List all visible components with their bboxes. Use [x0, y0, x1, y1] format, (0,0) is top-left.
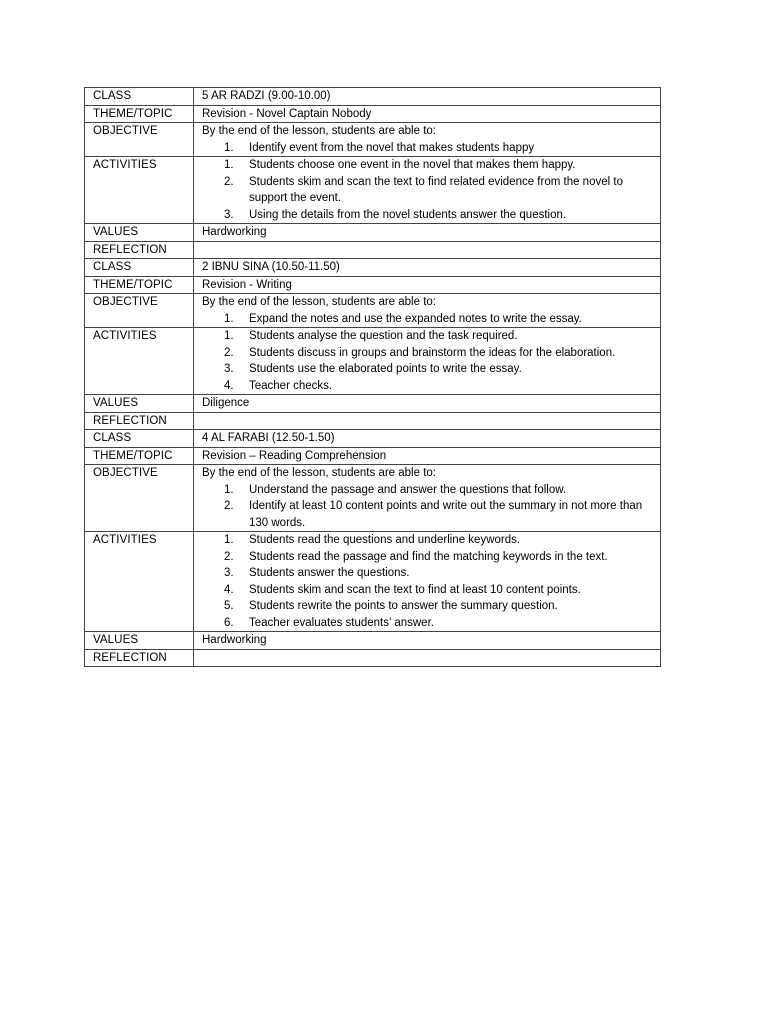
list-item [202, 140, 656, 157]
objective-row-list [202, 140, 656, 157]
activities-row-value [194, 157, 661, 224]
objective-row-label: OBJECTIVE [85, 294, 194, 328]
list-item-text: Students analyse the question and the task required. [249, 330, 518, 342]
theme-topic-row-label: THEME/TOPIC [85, 447, 194, 465]
values-row [85, 632, 661, 650]
list-item [202, 378, 656, 395]
list-item-number: 4. [224, 583, 234, 596]
class-row-label: CLASS [85, 259, 194, 277]
list-item-text: Students read the questions and underline keywords. [249, 534, 521, 546]
list-item-text: Identify event from the novel that makes students happy [249, 141, 535, 154]
reflection-row-label: REFLECTION [85, 241, 194, 259]
reflection-row-value [194, 241, 661, 259]
values-row [85, 224, 661, 242]
list-item-number: 1. [224, 330, 234, 342]
list-item [202, 207, 656, 224]
values-row-label: VALUES [85, 632, 194, 650]
activities-row-value [194, 532, 661, 632]
list-item-number: 5. [224, 600, 234, 612]
list-item-number: 1. [224, 534, 234, 546]
list-item-text: Students read the passage and find the matching keywords in the text. [249, 550, 608, 563]
objective-intro: By the end of the lesson, students are able to: [202, 125, 436, 137]
reflection-row [85, 241, 661, 259]
list-item-number: 3. [224, 363, 234, 375]
theme-topic-row [85, 276, 661, 294]
activities-row-list [202, 157, 656, 223]
objective-row [85, 123, 661, 157]
list-item-text: Students choose one event in the novel that makes them happy. [249, 159, 576, 171]
list-item-number: 1. [224, 312, 234, 325]
list-item-text: Using the details from the novel students answer the question. [249, 208, 567, 221]
class-row-value: 5 AR RADZI (9.00-10.00) [194, 88, 661, 106]
objective-intro: By the end of the lesson, students are able to: [202, 296, 436, 308]
objective-row [85, 294, 661, 328]
list-item [202, 328, 656, 345]
list-item [202, 345, 656, 362]
list-item-number: 1. [224, 159, 234, 171]
list-item [202, 482, 656, 499]
activities-row [85, 532, 661, 632]
class-row-label: CLASS [85, 430, 194, 448]
list-item-text: Students use the elaborated points to write the essay. [249, 363, 522, 375]
list-item-number: 4. [224, 379, 234, 392]
activities-row [85, 157, 661, 224]
list-item-text: Teacher evaluates students’ answer. [249, 616, 434, 629]
list-item [202, 582, 656, 599]
theme-topic-row [85, 447, 661, 465]
class-row [85, 88, 661, 106]
list-item-number: 2. [224, 346, 234, 359]
list-item-number: 6. [224, 616, 234, 629]
objective-intro: By the end of the lesson, students are able to: [202, 467, 436, 479]
reflection-row [85, 412, 661, 430]
values-row-label: VALUES [85, 224, 194, 242]
list-item-number: 2. [224, 550, 234, 563]
list-item [202, 598, 656, 615]
list-item-text: Understand the passage and answer the questions that follow. [249, 483, 567, 496]
activities-row [85, 328, 661, 395]
reflection-row-label: REFLECTION [85, 412, 194, 430]
reflection-row-label: REFLECTION [85, 649, 194, 667]
list-item-text: Students answer the questions. [249, 567, 410, 579]
list-item [202, 565, 656, 582]
objective-row-label: OBJECTIVE [85, 123, 194, 157]
list-item-text: Teacher checks. [249, 379, 333, 392]
lesson-plan-page [84, 87, 661, 667]
objective-row-value [194, 294, 661, 328]
objective-row-list [202, 482, 656, 532]
list-item [202, 615, 656, 632]
activities-row-list [202, 328, 656, 394]
objective-row-label: OBJECTIVE [85, 465, 194, 532]
list-item-text: Students skim and scan the text to find related evidence from the novel to support the event. [249, 175, 623, 204]
theme-topic-row-value: Revision - Writing [194, 276, 661, 294]
lesson-plan-body [85, 88, 661, 667]
theme-topic-row-value: Revision - Novel Captain Nobody [194, 105, 661, 123]
list-item [202, 311, 656, 328]
values-row-value: Hardworking [194, 632, 661, 650]
class-row-value: 2 IBNU SINA (10.50-11.50) [194, 259, 661, 277]
activities-row-label: ACTIVITIES [85, 328, 194, 395]
list-item-number: 3. [224, 567, 234, 579]
values-row-value: Diligence [194, 395, 661, 413]
activities-row-list [202, 532, 656, 631]
class-row-label: CLASS [85, 88, 194, 106]
values-row [85, 395, 661, 413]
lesson-plan-table [84, 87, 661, 667]
class-row-value: 4 AL FARABI (12.50-1.50) [194, 430, 661, 448]
list-item [202, 361, 656, 378]
reflection-row-value [194, 412, 661, 430]
activities-row-label: ACTIVITIES [85, 532, 194, 632]
theme-topic-row [85, 105, 661, 123]
values-row-value: Hardworking [194, 224, 661, 242]
reflection-row [85, 649, 661, 667]
list-item-text: Students rewrite the points to answer the summary question. [249, 600, 558, 612]
list-item-text: Students skim and scan the text to find at least 10 content points. [249, 583, 581, 596]
list-item [202, 174, 656, 207]
list-item-text: Expand the notes and use the expanded notes to write the essay. [249, 312, 582, 325]
objective-row-value [194, 465, 661, 532]
list-item-text: Identify at least 10 content points and write out the summary in not more than 130 words. [249, 500, 643, 529]
list-item [202, 532, 656, 549]
theme-topic-row-value: Revision – Reading Comprehension [194, 447, 661, 465]
class-row [85, 430, 661, 448]
list-item [202, 157, 656, 174]
theme-topic-row-label: THEME/TOPIC [85, 276, 194, 294]
reflection-row-value [194, 649, 661, 667]
objective-row-value [194, 123, 661, 157]
class-row [85, 259, 661, 277]
list-item-number: 1. [224, 483, 234, 496]
list-item-number: 1. [224, 141, 234, 154]
list-item-text: Students discuss in groups and brainstorm the ideas for the elaboration. [249, 346, 616, 359]
values-row-label: VALUES [85, 395, 194, 413]
activities-row-label: ACTIVITIES [85, 157, 194, 224]
theme-topic-row-label: THEME/TOPIC [85, 105, 194, 123]
objective-row [85, 465, 661, 532]
objective-row-list [202, 311, 656, 328]
list-item [202, 549, 656, 566]
activities-row-value [194, 328, 661, 395]
list-item-number: 2. [224, 175, 234, 188]
list-item-number: 3. [224, 208, 234, 221]
list-item [202, 498, 656, 531]
list-item-number: 2. [224, 500, 234, 512]
